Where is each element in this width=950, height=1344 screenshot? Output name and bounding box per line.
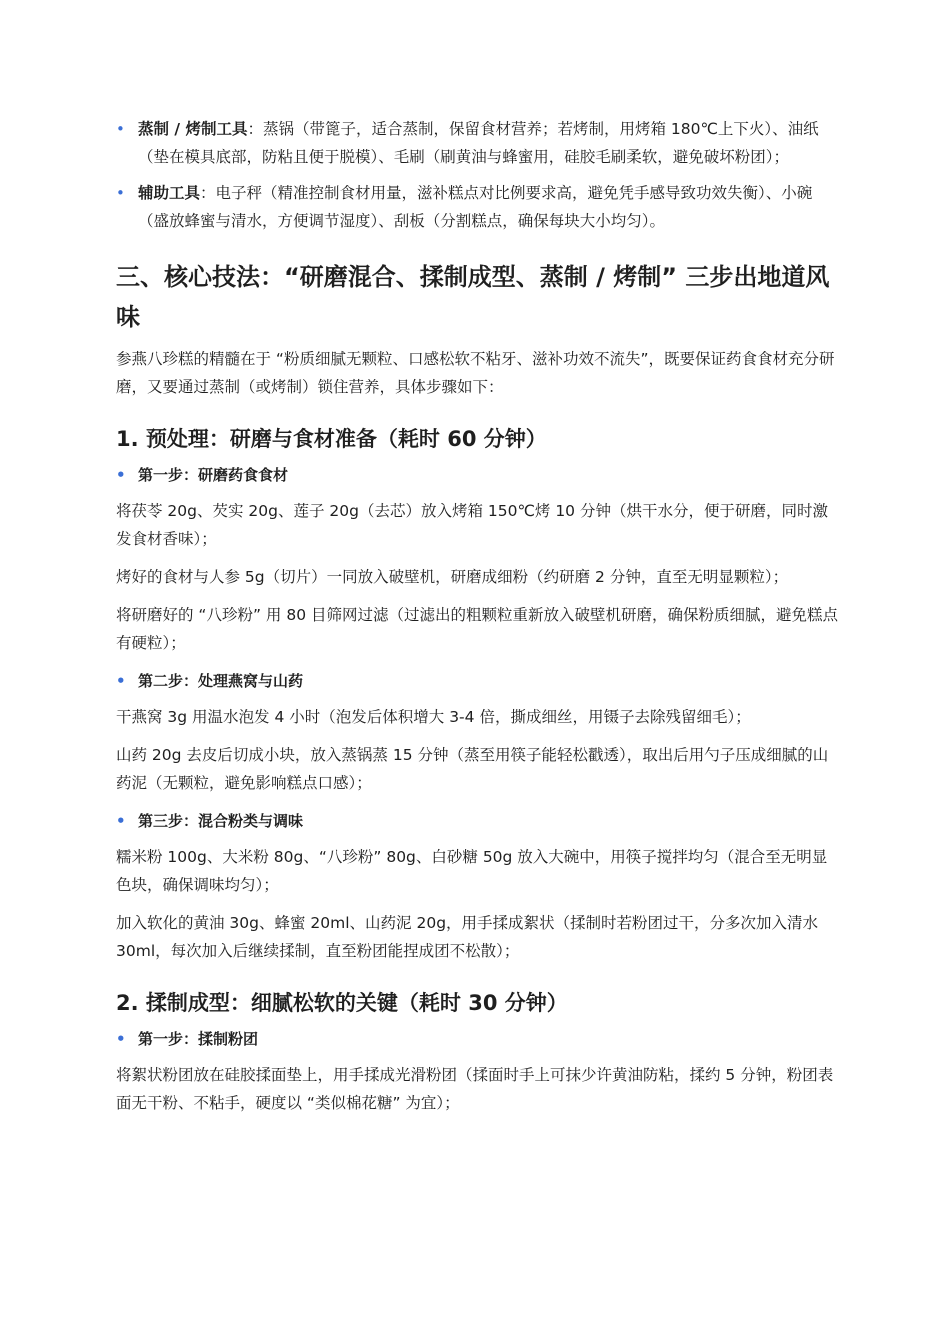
bullet-icon: • xyxy=(116,812,126,830)
tool-item-steaming xyxy=(116,115,840,171)
step-heading xyxy=(116,807,840,835)
step-heading xyxy=(116,1025,840,1053)
bullet-icon: • xyxy=(116,184,125,202)
subsection-heading-kneading: 2. 揉制成型：细腻松软的关键（耗时 30 分钟） xyxy=(116,991,568,1015)
step-label: 第二步：处理燕窝与山药 xyxy=(138,672,304,690)
step-label: 第三步：混合粉类与调味 xyxy=(138,812,304,830)
section-intro: 参燕八珍糕的精髓在于 “粉质细腻无颗粒、口感松软不粘牙、滋补功效不流失”，既要保证药食食材充分研磨，又要通过蒸制（或烤制）锁住营养，具体步骤如下： xyxy=(116,350,835,396)
tool-text: ：电子秤（精准控制食材用量，滋补糕点对比例要求高，避免凭手感导致功效失衡）、小碗（盛放蜂蜜与清水，方便调节湿度）、刮板（分割糕点，确保每块大小均匀）。 xyxy=(138,184,813,230)
tool-text: ：蒸锅（带篦子，适合蒸制，保留食材营养；若烤制，用烤箱 180℃上下火）、油纸（垫在模具底部，防粘且便于脱模）、毛刷（刷黄油与蜂蜜用，硅胶毛刷柔软，避免破坏粉团）； xyxy=(138,120,819,166)
section-heading: 三、核心技法：“研磨混合、揉制成型、蒸制 / 烤制” 三步出地道风味 xyxy=(116,263,830,331)
paragraph: 将研磨好的 “八珍粉” 用 80 目筛网过滤（过滤出的粗颗粒重新放入破壁机研磨，确保粉质细腻，避免糕点有硬粒）； xyxy=(116,606,838,652)
paragraph: 将絮状粉团放在硅胶揉面垫上，用手揉成光滑粉团（揉面时手上可抹少许黄油防粘，揉约 5 分钟，粉团表面无干粉、不粘手，硬度以 “类似棉花糖” 为宜）； xyxy=(116,1066,834,1112)
paragraph: 将茯苓 20g、芡实 20g、莲子 20g（去芯）放入烤箱 150℃烤 10 分钟（烘干水分，便于研磨，同时激发食材香味）； xyxy=(116,502,828,548)
bullet-icon: • xyxy=(116,1030,126,1048)
bullet-icon: • xyxy=(116,466,126,484)
subsection-heading-preprocess: 1. 预处理：研磨与食材准备（耗时 60 分钟） xyxy=(116,427,547,451)
bullet-icon: • xyxy=(116,672,126,690)
tool-label: 辅助工具 xyxy=(138,184,201,202)
paragraph: 糯米粉 100g、大米粉 80g、“八珍粉” 80g、白砂糖 50g 放入大碗中，用筷子搅拌均匀（混合至无明显色块，确保调味均匀）； xyxy=(116,848,828,894)
tool-item-auxiliary xyxy=(116,179,840,235)
paragraph: 烤好的食材与人参 5g（切片）一同放入破壁机，研磨成细粉（约研磨 2 分钟，直至无明显颗粒）； xyxy=(116,568,789,586)
step-heading xyxy=(116,667,840,695)
step-label: 第一步：研磨药食食材 xyxy=(138,466,289,484)
step-label: 第一步：揉制粉团 xyxy=(138,1030,259,1048)
paragraph: 干燕窝 3g 用温水泡发 4 小时（泡发后体积增大 3-4 倍，撕成细丝，用镊子去除残留细毛）； xyxy=(116,708,751,726)
paragraph: 加入软化的黄油 30g、蜂蜜 20ml、山药泥 20g，用手揉成絮状（揉制时若粉团过干，分多次加入清水 30ml，每次加入后继续揉制，直至粉团能捏成团不松散）； xyxy=(116,914,819,960)
bullet-icon: • xyxy=(116,120,125,138)
tool-label: 蒸制 / 烤制工具 xyxy=(138,120,248,138)
document-content xyxy=(116,115,840,1127)
paragraph: 山药 20g 去皮后切成小块，放入蒸锅蒸 15 分钟（蒸至用筷子能轻松戳透），取出后用勺子压成细腻的山药泥（无颗粒，避免影响糕点口感）； xyxy=(116,746,829,792)
step-heading xyxy=(116,461,840,489)
